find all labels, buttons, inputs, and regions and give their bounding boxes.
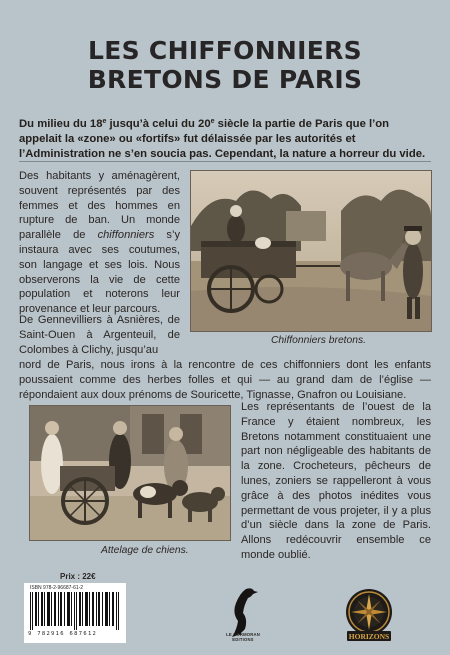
paragraph-2: De Gennevilliers à Asnières, de Saint-Ouen à Argenteuil, de Colombes à Clichy, jusqu’au [19,314,180,356]
barcode [24,583,126,643]
book-title [0,36,450,94]
barcode-bars [30,592,120,630]
price-label: Prix : 22€ [60,572,96,581]
cormoran-line-1: LE CORMORAN [226,632,260,637]
cormoran-line-2: EDITIONS [232,637,254,642]
barcode-digits: 9 782916 687612 [28,631,98,637]
paragraph-1 [19,169,180,317]
photo-ragpickers-cart [190,170,432,332]
cormoran-name [212,632,274,642]
intro-text-1: Du milieu du 18 [19,118,103,130]
horizons-text: HORIZONS [348,632,390,641]
title-line-2: BRETONS DE PARIS [87,65,363,94]
p1-text-a: Des habitants y aménagèrent, souvent représentés par des femmes et des hommes en rupture de ban. Un monde parallèle de [19,170,180,242]
horizons-logo-icon [337,585,401,643]
photo-dog-cart [29,405,231,541]
paragraph-4: Les représentants de l’ouest de la France y étaient nombreux, les Bretons notamment constituaient une part non négligeable des habitants de la zone. Crocheteurs, pêcheurs de lunes, zoniers se rappelleront à vous grâce à des photos inédites vous permettant de vous projeter, il y a plus d’un siècle dans la zone de Paris. Allons redécouvrir ensemble ce monde oublié. [241,401,431,561]
intro-sup-1: e [102,118,107,125]
intro-sup-2: e [210,118,215,125]
paragraph-3: nord de Paris, nous irons à la rencontre de ces chiffonniers dont les enfants poussaient comme des herbes folles et qui — au grand dam de l’église — répondaient aux doux prénoms de Souricette, Tignasse, Gnafron ou Louisiane. [19,359,431,401]
intro-text-3: siècle la partie de Paris que l’on appelait la «zone» ou «fortifs» fut délaissée par les autorités et l’Administration ne s’en soucia pas. Cependant, la nature a horreur du vide. [19,118,426,160]
p1-italic: chiffonniers [97,229,155,242]
title-line-1: LES CHIFFONNIERS [88,36,362,65]
intro-paragraph [19,114,431,162]
photo2-caption: Attelage de chiens. [101,545,189,556]
divider [19,161,431,162]
p1-text-b: s’y instaura avec ses coutumes, son langage et ses lois. Nous observerons la vie de cette population et noterons leur provenance et leur parcours. [19,229,180,316]
photo1-caption: Chiffonniers bretons. [271,335,367,346]
intro-text-2: jusqu’à celui du 20 [106,118,211,130]
isbn-text: ISBN 978-2-96687-61-2 [30,585,84,591]
